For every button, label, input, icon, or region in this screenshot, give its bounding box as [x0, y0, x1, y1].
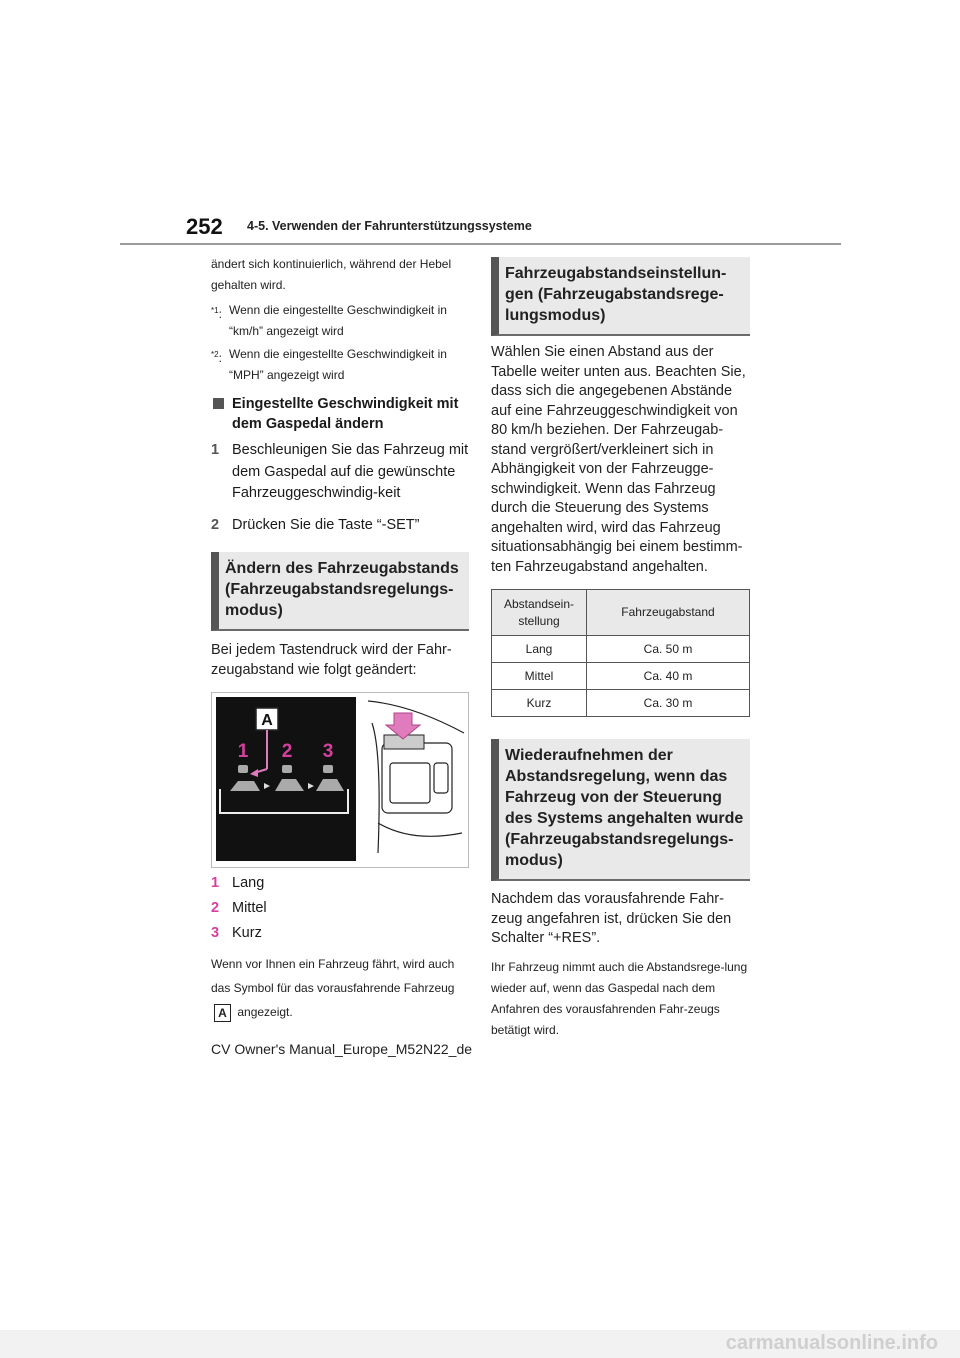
paragraph: Nachdem das vorausfahrende Fahr-zeug angefahren ist, drücken Sie den Schalter “+RES”.	[491, 891, 732, 946]
paragraph: Wählen Sie einen Abstand aus der Tabelle weiter unten aus. Beachten Sie, dass sich die angegebenen Abstände auf eine Fahrzeuggeschwindigkeit von 80 km/h beziehen. Der Fahrzeugab-stand vergrößert/verkleinert sich in Abhängigkeit von der Fahrzeugge-schwindigkeit. Wenn das Fahrzeug durch die Steuerung des Systems angehalten wird, wird das Fahrzeug situationsabhängig bei einem bestimm-ten Fahrzeugabstand angehalten.	[491, 344, 746, 575]
legend-number: 1	[211, 875, 220, 891]
box-heading-distance-change: Ändern des Fahrzeugabstands (Fahrzeugabstandsregelungs-modus)	[211, 552, 469, 631]
legend-number: 3	[211, 925, 220, 941]
step-1	[211, 440, 469, 505]
figure-label-1: 1	[237, 741, 249, 762]
legend-1	[211, 872, 469, 894]
box-heading-resume: Wiederaufnehmen der Abstandsregelung, wenn das Fahrzeug von der Steuerung des Systems angehalten wurde (Fahrzeugabstandsregelungs-modus)	[491, 739, 750, 881]
footnote-mark: $^{*1}$:	[211, 306, 222, 321]
watermark-bar	[0, 1330, 960, 1358]
footnote-text: Wenn die eingestellte Geschwindigkeit in “MPH” angezeigt wird	[229, 347, 447, 382]
symbol-a: A	[214, 1004, 231, 1022]
footer: CV Owner's Manual_Europe_M52N22_de	[211, 1041, 473, 1057]
header-rule	[120, 243, 841, 245]
table-row	[492, 636, 750, 663]
legend-3	[211, 922, 469, 944]
step-number: 1	[211, 442, 220, 458]
watermark-text: carmanualsonline.info	[725, 1332, 938, 1354]
step-text: Beschleunigen Sie das Fahrzeug mit dem Gaspedal auf die gewünschte Fahrzeuggeschwindig-keit	[232, 442, 469, 501]
legend-text: Kurz	[232, 925, 262, 941]
note: Wenn vor Ihnen ein Fahrzeug fährt, wird auch das Symbol für das vorausfahrende Fahrzeug A angezeigt.	[211, 957, 455, 1020]
table-cell: Kurz	[492, 690, 587, 717]
legend-number: 2	[211, 900, 220, 916]
note: Ihr Fahrzeug nimmt auch die Abstandsrege-lung wieder auf, wenn das Gaspedal nach dem Anfahren des vorausfahrenden Fahr-zeugs betätigt wird.	[491, 959, 748, 1037]
footnote-1	[211, 300, 469, 342]
left-column	[211, 254, 469, 1024]
step-2	[211, 515, 469, 537]
figure-label-2: 2	[281, 741, 293, 762]
table-header: Fahrzeugabstand	[587, 590, 750, 636]
table-cell: Ca. 40 m	[587, 663, 750, 690]
legend-2	[211, 897, 469, 919]
table-row	[492, 663, 750, 690]
table-header: Abstandsein-stellung	[492, 590, 587, 636]
distance-illustration	[212, 693, 468, 867]
table-header-row	[492, 590, 750, 636]
label-a-text: A	[261, 712, 273, 729]
table-cell: Lang	[492, 636, 587, 663]
step-number: 2	[211, 516, 220, 533]
table-cell: Ca. 30 m	[587, 690, 750, 717]
table-cell: Ca. 50 m	[587, 636, 750, 663]
table-row	[492, 690, 750, 717]
distance-display-figure	[211, 692, 469, 868]
legend-text: Mittel	[232, 900, 267, 916]
square-bullet-icon	[213, 398, 224, 409]
legend-text: Lang	[232, 875, 265, 891]
paragraph: Bei jedem Tastendruck wird der Fahr-zeugabstand wie folgt geändert:	[211, 642, 452, 678]
section-title: 4-5. Verwenden der Fahrunterstützungssysteme	[247, 219, 532, 233]
box-heading-distance-settings: Fahrzeugabstandseinstellun-gen (Fahrzeugabstandsrege-lungsmodus)	[491, 257, 750, 336]
sub-heading: Eingestellte Geschwindigkeit mit dem Gaspedal ändern	[211, 394, 469, 434]
intro-text: ändert sich kontinuierlich, während der Hebel gehalten wird.	[211, 257, 452, 292]
distance-table	[491, 589, 750, 717]
right-column	[491, 254, 750, 1041]
figure-label-3: 3	[322, 741, 334, 762]
page-number: 252	[186, 214, 223, 239]
footnote-2	[211, 344, 469, 386]
table-cell: Mittel	[492, 663, 587, 690]
step-text: Drücken Sie die Taste “-SET”	[232, 516, 420, 533]
footnote-text: Wenn die eingestellte Geschwindigkeit in “km/h” angezeigt wird	[229, 303, 447, 338]
footnote-mark: $^{*2}$:	[211, 350, 222, 365]
